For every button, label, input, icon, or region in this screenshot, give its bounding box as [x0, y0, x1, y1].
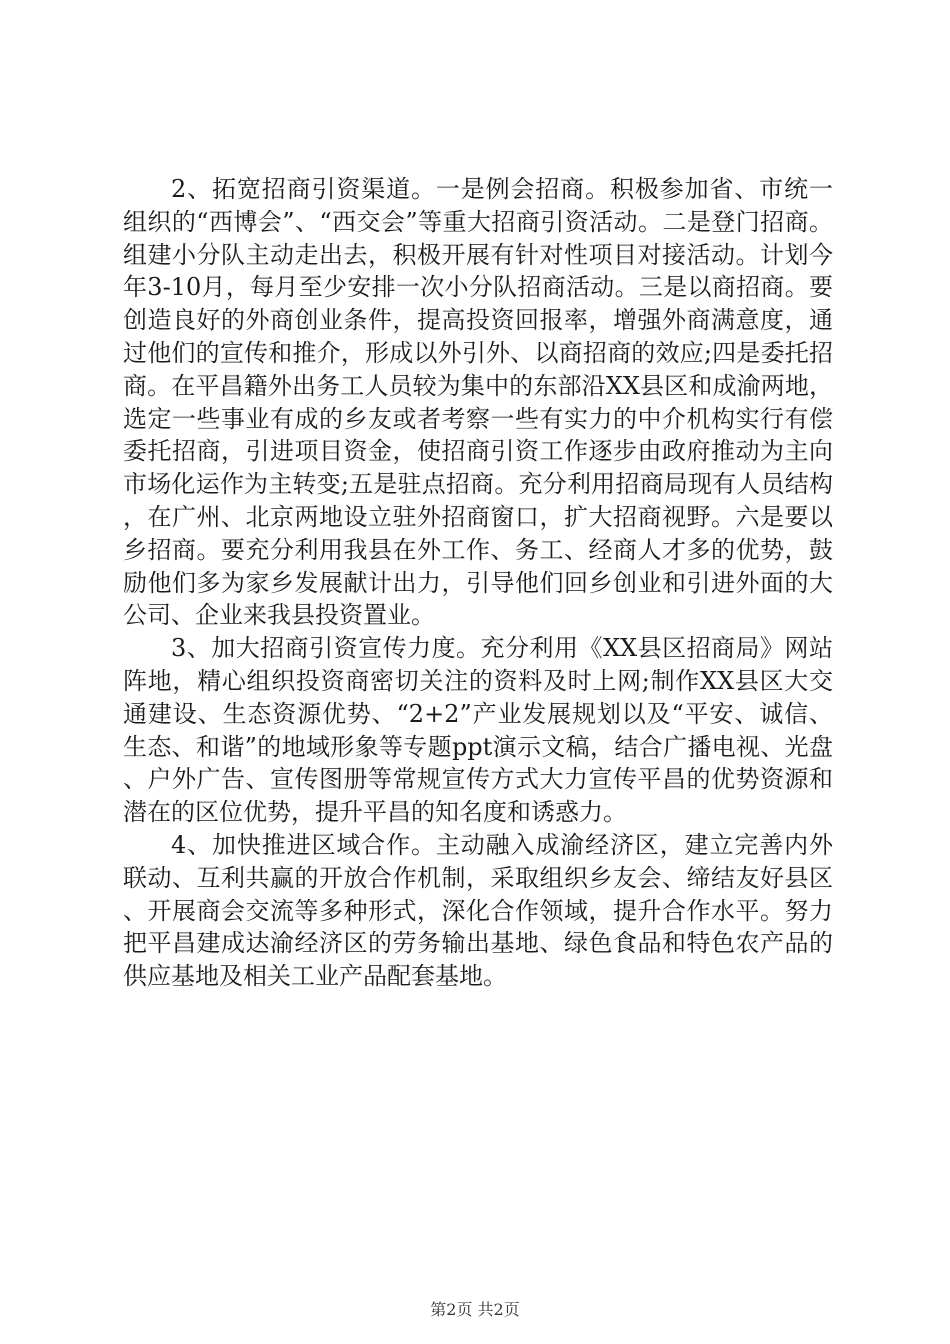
- page-footer: 第2页 共2页: [430, 1300, 520, 1319]
- paragraph-publicity: 3、加大招商引资宣传力度。充分利用《XX县区招商局》网站阵地，精心组织投资商密切关注的资料及时上网;制作XX县区大交通建设、生态资源优势、“2+2”产业发展规划以及“平安、诚信、生态、和谐”的地域形象等专题ppt演示文稿，结合广播电视、光盘、户外广告、宣传图册等常规宣传方式大力宣传平昌的优势资源和潜在的区位优势，提升平昌的知名度和诱惑力。: [123, 634, 833, 827]
- paragraph-cooperation: 4、加快推进区域合作。主动融入成渝经济区，建立完善内外联动、互利共赢的开放合作机制，采取组织乡友会、缔结友好县区、开展商会交流等多种形式，深化合作领域，提升合作水平。努力把平昌建成达渝经济区的劳务输出基地、绿色食品和特色农产品的供应基地及相关工业产品配套基地。: [123, 830, 833, 991]
- paragraph-channels: 2、拓宽招商引资渠道。一是例会招商。积极参加省、市统一组织的“西博会”、“西交会”等重大招商引资活动。二是登门招商。组建小分队主动走出去，积极开展有针对性项目对接活动。计划今年3-10月，每月至少安排一次小分队招商活动。三是以商招商。要创造良好的外商创业条件，提高投资回报率，增强外商满意度，通过他们的宣传和推介，形成以外引外、以商招商的效应;四是委托招商。在平昌籍外出务工人员较为集中的东部沿XX县区和成渝两地，选定一些事业有成的乡友或者考察一些有实力的中介机构实行有偿委托招商，引进项目资金，使招商引资工作逐步由政府推动为主向市场化运作为主转变;五是驻点招商。充分利用招商局现有人员结构，在广州、北京两地设立驻外招商窗口，扩大招商视野。六是要以乡招商。要充分利用我县在外工作、务工、经商人才多的优势，鼓励他们多为家乡发展献计出力，引导他们回乡创业和引进外面的大公司、企业来我县投资置业。: [123, 175, 833, 630]
- document-body: [123, 173, 833, 993]
